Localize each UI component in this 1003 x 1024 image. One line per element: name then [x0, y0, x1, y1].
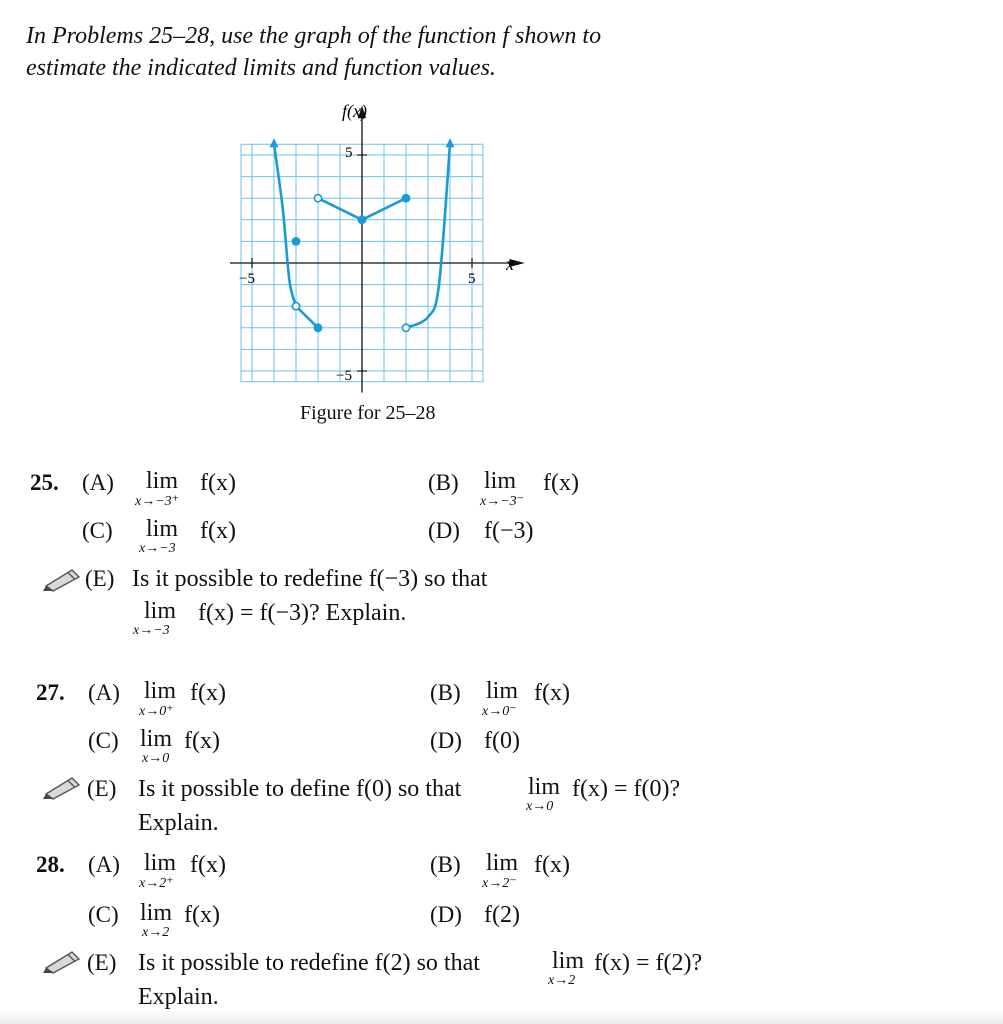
problem-28-c-label: (C) — [88, 902, 119, 927]
pencil-icon — [42, 948, 82, 974]
function-graph — [0, 0, 1003, 440]
problem-28-number: 28. — [36, 852, 65, 877]
problem-25-b-label: (B) — [428, 470, 459, 495]
problem-27-a-sub: x→0⁺ — [139, 704, 174, 719]
problem-28-b-expr: f(x) — [534, 852, 570, 878]
y-tick-max: 5 — [345, 145, 353, 161]
problem-25-c-sub: x→−3 — [139, 541, 176, 556]
problem-28-a-label: (A) — [88, 852, 120, 877]
problem-28-d-label: (D) — [430, 902, 462, 927]
problem-28-a-sub: x→2⁺ — [139, 876, 174, 891]
pencil-icon — [42, 774, 82, 800]
problem-25-a-lim: lim — [146, 468, 179, 494]
problem-27-d-expr: f(0) — [484, 728, 520, 754]
problem-27-b-lim: lim — [486, 678, 519, 704]
problem-28-e-lim: lim — [552, 948, 585, 974]
problem-27-e-label: (E) — [87, 776, 117, 801]
problem-28-c-lim: lim — [140, 900, 173, 926]
problem-25-c-expr: f(x) — [200, 518, 236, 544]
problem-27-c-sub: x→0 — [142, 751, 170, 766]
y-tick-min: −5 — [336, 368, 352, 384]
left-branch-arrow — [270, 138, 279, 147]
problem-25-d-label: (D) — [428, 518, 460, 543]
problem-25-b-expr: f(x) — [543, 470, 579, 496]
problem-25-b-lim: lim — [484, 468, 517, 494]
y-axis-label: f(x) — [342, 101, 367, 121]
problem-25-b-sub: x→−3⁻ — [480, 494, 525, 509]
problem-27-c-label: (C) — [88, 728, 119, 753]
figure-caption: Figure for 25–28 — [300, 402, 436, 424]
problem-27-a-lim: lim — [144, 678, 177, 704]
open-dot-left-segment-start — [292, 303, 299, 310]
problem-27-d-label: (D) — [430, 728, 462, 753]
closed-dot-isolated-point-point — [292, 238, 299, 245]
problem-28-c-sub: x→2 — [142, 925, 170, 940]
problem-28-e-text-3: Explain. — [138, 984, 219, 1010]
problem-27-b-label: (B) — [430, 680, 461, 705]
problem-28-d-expr: f(2) — [484, 902, 520, 928]
problem-28-e-text-2: f(x) = f(2)? — [594, 950, 703, 976]
pencil-icon — [42, 566, 82, 592]
problem-25-number: 25. — [30, 470, 59, 495]
problem-27-e-text-2: f(x) = f(0)? — [572, 776, 681, 802]
problem-27-e-lim: lim — [528, 774, 561, 800]
problem-27-e-sub: x→0 — [526, 799, 554, 814]
problem-27-b-sub: x→0⁻ — [482, 704, 517, 719]
open-dot-right-branch-start — [402, 324, 409, 331]
closed-dot-left-segment-end — [314, 324, 321, 331]
problem-27-e-text-3: Explain. — [138, 810, 219, 836]
problem-25-e-text-1: Is it possible to redefine f(−3) so that — [132, 566, 488, 592]
problem-25-a-sub: x→−3⁺ — [135, 494, 180, 509]
problem-28-e-label: (E) — [87, 950, 117, 975]
problem-25-e-lim: lim — [144, 598, 177, 624]
problem-25-c-lim: lim — [146, 516, 179, 542]
closed-dot-right-middle-segment-end — [402, 195, 409, 202]
problem-28-b-lim: lim — [486, 850, 519, 876]
page-bottom-shadow — [0, 1010, 1003, 1024]
problem-25-e-label: (E) — [85, 566, 115, 591]
intro-line-1: In Problems 25–28, use the graph of the function f shown to — [26, 23, 602, 49]
problem-27-c-expr: f(x) — [184, 728, 220, 754]
problem-28-b-label: (B) — [430, 852, 461, 877]
problem-28-e-sub: x→2 — [548, 973, 576, 988]
closed-dot-left-middle-segment-end — [358, 216, 365, 223]
problem-28-e-text-1: Is it possible to redefine f(2) so that — [138, 950, 480, 976]
problem-28-a-expr: f(x) — [190, 852, 226, 878]
problem-27-c-lim: lim — [140, 726, 173, 752]
problem-27-a-label: (A) — [88, 680, 120, 705]
x-axis-label: x — [506, 254, 514, 274]
problem-25-a-label: (A) — [82, 470, 114, 495]
x-tick-min: −5 — [239, 271, 255, 287]
curve-left-branch — [274, 144, 296, 306]
intro-line-2: estimate the indicated limits and function values. — [26, 55, 496, 81]
problem-25-d-expr: f(−3) — [484, 518, 534, 544]
open-dot-left-middle-segment-start — [314, 195, 321, 202]
curve-left-segment — [296, 306, 318, 328]
problem-28-b-sub: x→2⁻ — [482, 876, 517, 891]
problem-25-c-label: (C) — [82, 518, 113, 543]
problem-28-a-lim: lim — [144, 850, 177, 876]
x-tick-max: 5 — [468, 271, 476, 287]
problem-27-e-text-1: Is it possible to define f(0) so that — [138, 776, 462, 802]
problem-25-a-expr: f(x) — [200, 470, 236, 496]
problem-28-c-expr: f(x) — [184, 902, 220, 928]
problem-25-e-sub: x→−3 — [133, 623, 170, 638]
problem-27-number: 27. — [36, 680, 65, 705]
right-branch-arrow — [446, 138, 455, 147]
problem-27-a-expr: f(x) — [190, 680, 226, 706]
problem-25-e-text-2: f(x) = f(−3)? Explain. — [198, 600, 407, 626]
problem-27-b-expr: f(x) — [534, 680, 570, 706]
